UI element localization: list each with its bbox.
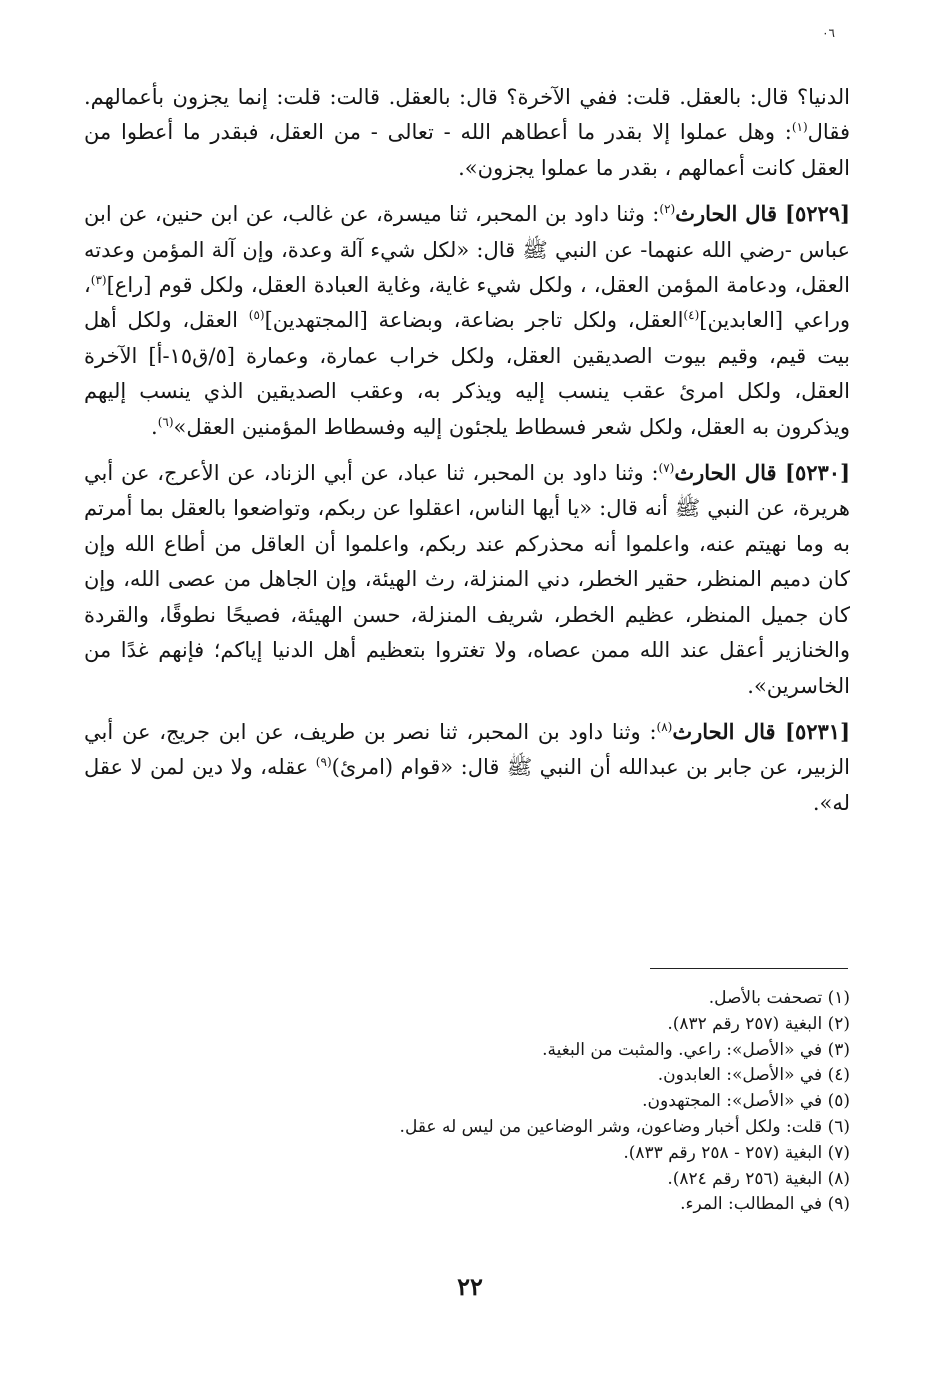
footnote-1: (١) تصحفت بالأصل. [708,988,850,1008]
footnote-4: (٤) في «الأصل»: العابدون. [657,1065,850,1086]
paragraph-text: : وثنا داود بن المحبر، ثنا ميسرة، عن غالب، عن ابن حنين، عن ابن عباس -رضي الله عنهما- عن النبي ﷺ قال: «لكل شيء آلة وعدة، وإن آلة المؤمن وعدته العقل، ودعامة المؤمن العقل، ، ولكل شيء غاية، وغاية العبادة العقل، ولكل قوم [راع] [84,202,850,298]
footnote-divider [650,968,848,969]
footnote-3: (٣) في «الأصل»: راعي. والمثبت من البغية. [542,1039,850,1060]
paragraph-continuation [84,80,850,186]
footnote-ref[interactable]: (٥) [248,308,265,323]
page-number: ٢٢ [457,1272,483,1301]
paragraph-text: العقل، ولكل أهل بيت قيم، وقيم بيوت الصديقين العقل، ولكل خراب عمارة، وعمارة [٥/ق١٥-أ] الآخرة العقل، ولكل امرئ عقب ينسب إليه ويذكر به، وعقب الصديقين الذي ينسب إليهم ويذكرون به العقل، ولكل شعر فسطاط يلجئون إليه وفسطاط المؤمنين العقل» [84,308,850,439]
footnote-ref[interactable]: (٧) [658,461,675,476]
hadith-number-heading: [٥٢٣١] قال الحارث [672,718,850,744]
footnote-7: (٧) البغية (٢٥٧ - ٢٥٨ رقم ٨٣٣). [623,1142,850,1163]
paragraph-text: ، وراعي [العابدين] [84,273,850,333]
footnote-8: (٨) البغية (٢٥٦ رقم ٨٢٤). [667,1168,850,1189]
paragraph-text: . [151,414,158,439]
footnote-ref[interactable]: (٦) [157,414,174,429]
paragraph-text: : وثنا داود بن المحبر، ثنا نصر بن طريف، عن ابن جريج، عن أبي الزبير، عن جابر بن عبدالله أن النبي ﷺ قال: «قوام (امرئ) [84,719,850,780]
header-mark: ٠٦ [822,26,835,40]
paragraph-text: : وهل عملوا إلا بقدر ما أعطاهم الله - تعالى - من العقل، فبقدر ما أعطوا من العقل كانت أعمالهم ، بقدر ما عملوا يجزون». [84,120,850,180]
paragraph-text: عقله، ولا دين لمن لا عقل له». [84,755,850,815]
paragraph-text: : وثنا داود بن المحبر، ثنا عباد، عن أبي الزناد، عن الأعرج، عن أبي هريرة، عن النبي ﷺ أنه قال: «يا أيها الناس، اعقلوا عن ربكم، وتواضعوا بالعقل بما أمرتم به وما نهيتم عنه، واعلموا أنه محذركم عند ربكم، واعلموا أن العاقل من أطاع الله وإن كان دميم المنظر، حقير الخطر، دني المنزلة، رث الهيئة، وإن الجاهل من عصى الله، وإن كان جميل المنظر، عظيم الخطر، شريف المنزلة، حسن الهيئة، فصيحًا نطوقًا، والقردة والخنازير أعقل عند الله ممن عصاه، ولا تغتروا بتعظيم أهل الدنيا إياكم؛ فإنهم غدًا من الخاسرين». [84,461,850,698]
footnotes [300,986,850,1218]
footnote-ref[interactable]: (٤) [683,308,700,323]
footnote-ref[interactable]: (١) [791,120,808,135]
hadith-5230 [84,455,850,704]
main-text [84,80,850,821]
footnote-5: (٥) في «الأصل»: المجتهدون. [642,1091,850,1112]
footnote-ref[interactable]: (٨) [656,719,673,734]
paragraph-text: الدنيا؟ قال: بالعقل. قلت: ففي الآخرة؟ قال: بالعقل. قالت: قلت: إنما يجزون بأعمالهم. فقال [84,85,850,145]
footnote-ref[interactable]: (٩) [315,755,332,770]
footnote-ref[interactable]: (٣) [90,273,107,288]
hadith-number-heading: [٥٢٣٠] قال الحارث [674,460,850,486]
hadith-5229 [84,196,850,445]
hadith-number-heading: [٥٢٢٩] قال الحارث [675,201,850,227]
footnote-ref[interactable]: (٢) [659,202,676,217]
footnote-9: (٩) في المطالب: المرء. [680,1194,850,1215]
footnote-6: (٦) قلت: ولكل أخبار وضاعون، وشر الوضاعين من ليس له عقل. [399,1116,850,1137]
hadith-5231 [84,714,850,821]
footnote-2: (٢) البغية (٢٥٧ رقم ٨٣٢). [667,1013,850,1034]
paragraph-text: العقل، ولكل تاجر بضاعة، وبضاعة [المجتهدين] [264,308,684,333]
